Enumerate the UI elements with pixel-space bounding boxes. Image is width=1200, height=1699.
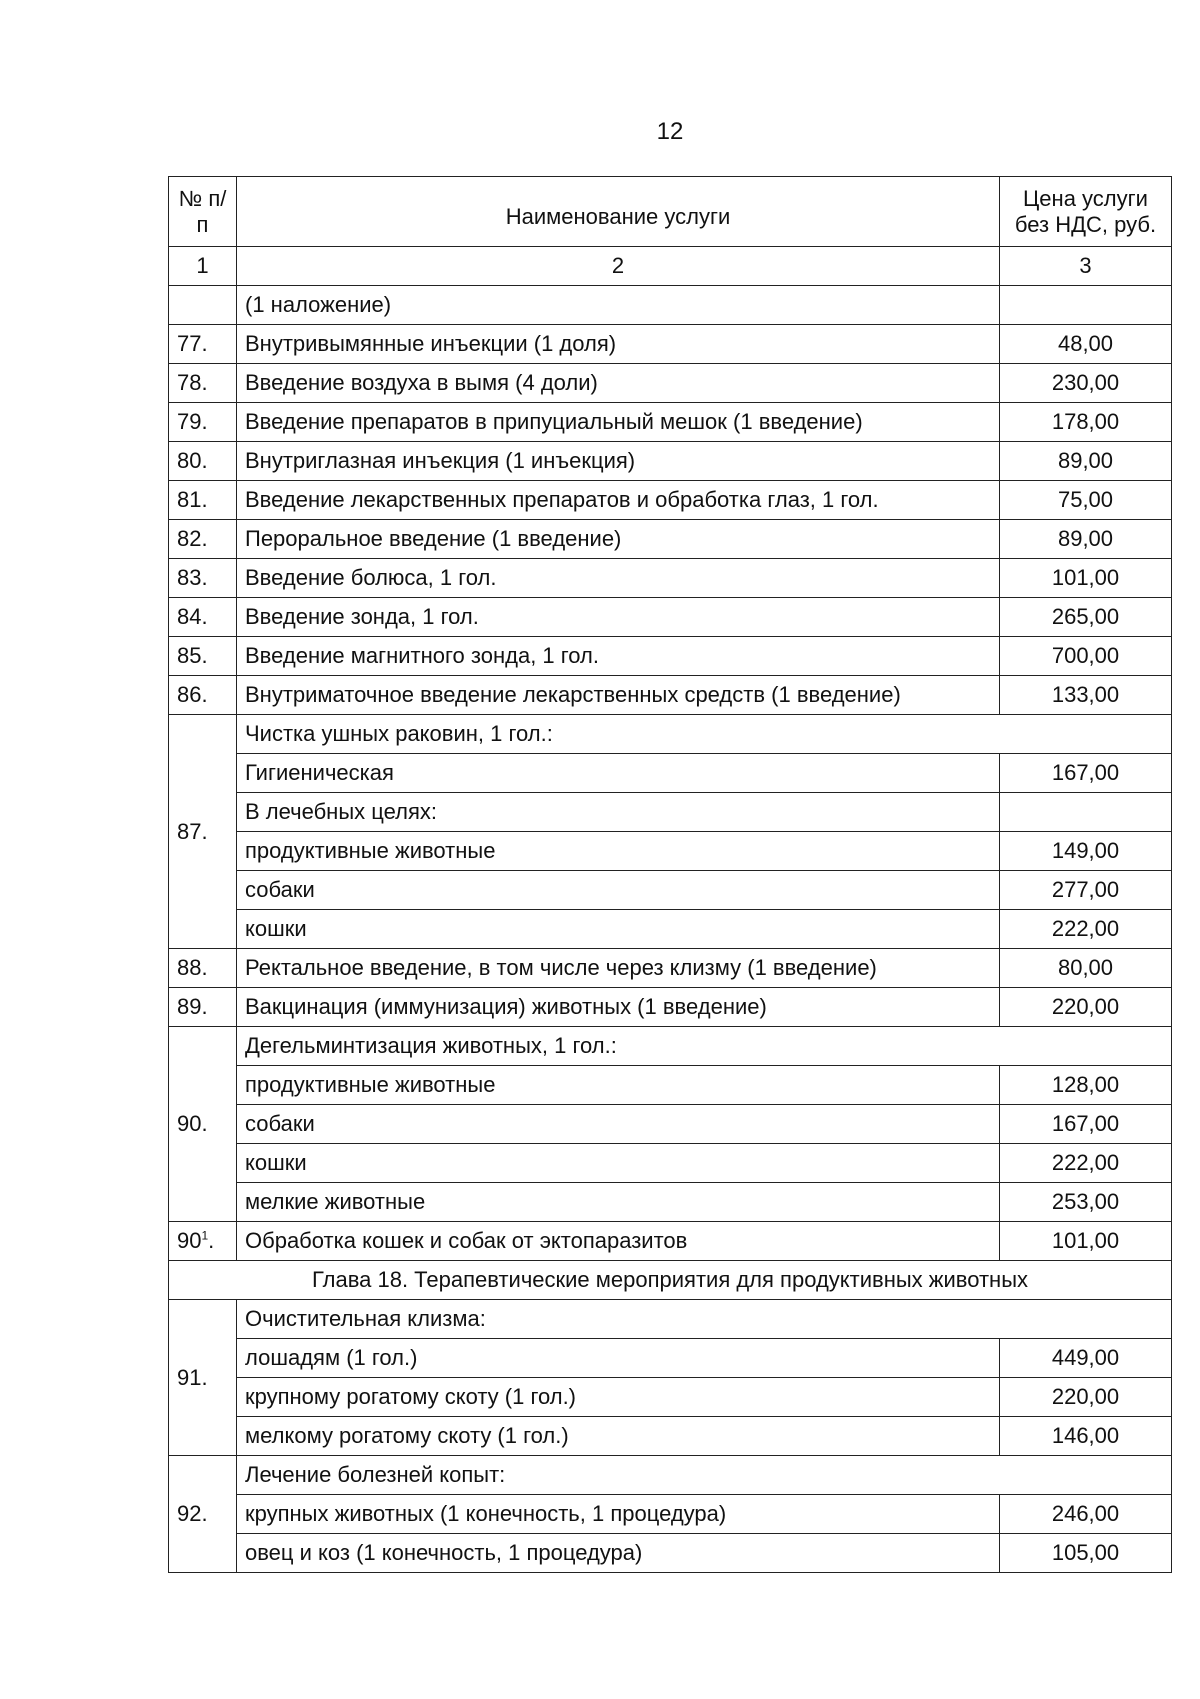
row-name: Введение лекарственных препаратов и обработка глаз, 1 гол.: [237, 481, 1000, 520]
table-row: [169, 520, 1172, 559]
table-row: [169, 598, 1172, 637]
chapter-row: [169, 1261, 1172, 1300]
row-number: 84.: [169, 598, 237, 637]
row-number: 87.: [169, 715, 237, 949]
row-name: Вакцинация (иммунизация) животных (1 введение): [237, 988, 1000, 1027]
row-price: 80,00: [1000, 949, 1172, 988]
row-number: 88.: [169, 949, 237, 988]
row-name: Обработка кошек и собак от эктопаразитов: [237, 1222, 1000, 1261]
group-title-row: [169, 1456, 1172, 1495]
chapter-title: Глава 18. Терапевтические мероприятия для продуктивных животных: [169, 1261, 1172, 1300]
row-name: Гигиеническая: [237, 754, 1000, 793]
row-name: Введение магнитного зонда, 1 гол.: [237, 637, 1000, 676]
header-name: Наименование услуги: [237, 177, 1000, 247]
row-price: 230,00: [1000, 364, 1172, 403]
row-number: 92.: [169, 1456, 237, 1573]
row-price: 101,00: [1000, 559, 1172, 598]
group-title-row: [169, 1027, 1172, 1066]
row-number: 91.: [169, 1300, 237, 1456]
row-number: 83.: [169, 559, 237, 598]
table-row: [169, 1222, 1172, 1261]
row-price: 220,00: [1000, 988, 1172, 1027]
table-header-row: [169, 177, 1172, 247]
table-row: [169, 988, 1172, 1027]
row-name: кошки: [237, 910, 1000, 949]
header-num: № п/п: [169, 177, 237, 247]
row-number: [169, 1222, 237, 1261]
row-price: 277,00: [1000, 871, 1172, 910]
table-row: [169, 1183, 1172, 1222]
row-price: 700,00: [1000, 637, 1172, 676]
table-row: [169, 832, 1172, 871]
table-row: [169, 871, 1172, 910]
row-price: 222,00: [1000, 1144, 1172, 1183]
table-row: [169, 1339, 1172, 1378]
row-price: 222,00: [1000, 910, 1172, 949]
row-price: 146,00: [1000, 1417, 1172, 1456]
table-row: [169, 910, 1172, 949]
group-title-row: [169, 1300, 1172, 1339]
row-number: 82.: [169, 520, 237, 559]
row-price: 220,00: [1000, 1378, 1172, 1417]
row-name: Пероральное введение (1 введение): [237, 520, 1000, 559]
row-price: 133,00: [1000, 676, 1172, 715]
table-row: [169, 949, 1172, 988]
table-row: [169, 793, 1172, 832]
row-name: продуктивные животные: [237, 832, 1000, 871]
table-row: [169, 676, 1172, 715]
table-row: [169, 364, 1172, 403]
table-row: [169, 481, 1172, 520]
row-name: собаки: [237, 1105, 1000, 1144]
table-row: [169, 1066, 1172, 1105]
row-name: (1 наложение): [237, 286, 1000, 325]
row-number-base: 90: [177, 1228, 202, 1254]
row-number: 77.: [169, 325, 237, 364]
row-price: 89,00: [1000, 520, 1172, 559]
table-row: [169, 286, 1172, 325]
row-price: 253,00: [1000, 1183, 1172, 1222]
table-row: [169, 1144, 1172, 1183]
row-name: Внутривымянные инъекции (1 доля): [237, 325, 1000, 364]
table-row: [169, 559, 1172, 598]
row-number-sup: 1: [201, 1229, 209, 1244]
row-price: 178,00: [1000, 403, 1172, 442]
table-row: [169, 1495, 1172, 1534]
row-price: 449,00: [1000, 1339, 1172, 1378]
table-row: [169, 1378, 1172, 1417]
row-number: 89.: [169, 988, 237, 1027]
row-price: [1000, 793, 1172, 832]
row-price: [1000, 286, 1172, 325]
row-name: Введение воздуха в вымя (4 доли): [237, 364, 1000, 403]
group-title-row: [169, 715, 1172, 754]
row-name: кошки: [237, 1144, 1000, 1183]
table-row: [169, 754, 1172, 793]
row-number-dot: .: [208, 1228, 215, 1254]
row-name: Введение зонда, 1 гол.: [237, 598, 1000, 637]
table-row: [169, 1534, 1172, 1573]
row-name: Введение болюса, 1 гол.: [237, 559, 1000, 598]
row-name: крупных животных (1 конечность, 1 процедура): [237, 1495, 1000, 1534]
table-row: [169, 325, 1172, 364]
row-name: овец и коз (1 конечность, 1 процедура): [237, 1534, 1000, 1573]
row-name: мелкому рогатому скоту (1 гол.): [237, 1417, 1000, 1456]
page-number: 12: [656, 118, 684, 145]
row-price: 75,00: [1000, 481, 1172, 520]
row-name: собаки: [237, 871, 1000, 910]
table-row: [169, 1105, 1172, 1144]
row-price: 89,00: [1000, 442, 1172, 481]
table-row: [169, 637, 1172, 676]
group-title: Чистка ушных раковин, 1 гол.:: [237, 715, 1172, 754]
row-number: 90.: [169, 1027, 237, 1222]
row-price: 48,00: [1000, 325, 1172, 364]
column-index-row: [169, 247, 1172, 286]
row-price: 246,00: [1000, 1495, 1172, 1534]
row-name: Введение препаратов в припуциальный мешок (1 введение): [237, 403, 1000, 442]
row-name: Внутриматочное введение лекарственных средств (1 введение): [237, 676, 1000, 715]
price-table: [168, 176, 1172, 1573]
row-number: 80.: [169, 442, 237, 481]
row-price: 101,00: [1000, 1222, 1172, 1261]
row-name: лошадям (1 гол.): [237, 1339, 1000, 1378]
row-number: 79.: [169, 403, 237, 442]
row-number: [169, 286, 237, 325]
row-price: 265,00: [1000, 598, 1172, 637]
table-row: [169, 1417, 1172, 1456]
row-name: мелкие животные: [237, 1183, 1000, 1222]
column-index: 2: [237, 247, 1000, 286]
row-price: 105,00: [1000, 1534, 1172, 1573]
row-price: 149,00: [1000, 832, 1172, 871]
row-price: 167,00: [1000, 754, 1172, 793]
group-title: Лечение болезней копыт:: [237, 1456, 1172, 1495]
table-row: [169, 403, 1172, 442]
group-title: Дегельминтизация животных, 1 гол.:: [237, 1027, 1172, 1066]
row-name: В лечебных целях:: [237, 793, 1000, 832]
group-title: Очистительная клизма:: [237, 1300, 1172, 1339]
table-row: [169, 442, 1172, 481]
row-number: 86.: [169, 676, 237, 715]
column-index: 3: [1000, 247, 1172, 286]
row-number: 78.: [169, 364, 237, 403]
row-price: 167,00: [1000, 1105, 1172, 1144]
row-name: Внутриглазная инъекция (1 инъекция): [237, 442, 1000, 481]
row-name: Ректальное введение, в том числе через клизму (1 введение): [237, 949, 1000, 988]
header-price: Цена услуги без НДС, руб.: [1000, 177, 1172, 247]
row-name: крупному рогатому скоту (1 гол.): [237, 1378, 1000, 1417]
row-name: продуктивные животные: [237, 1066, 1000, 1105]
row-price: 128,00: [1000, 1066, 1172, 1105]
column-index: 1: [169, 247, 237, 286]
row-number: 85.: [169, 637, 237, 676]
row-number: 81.: [169, 481, 237, 520]
